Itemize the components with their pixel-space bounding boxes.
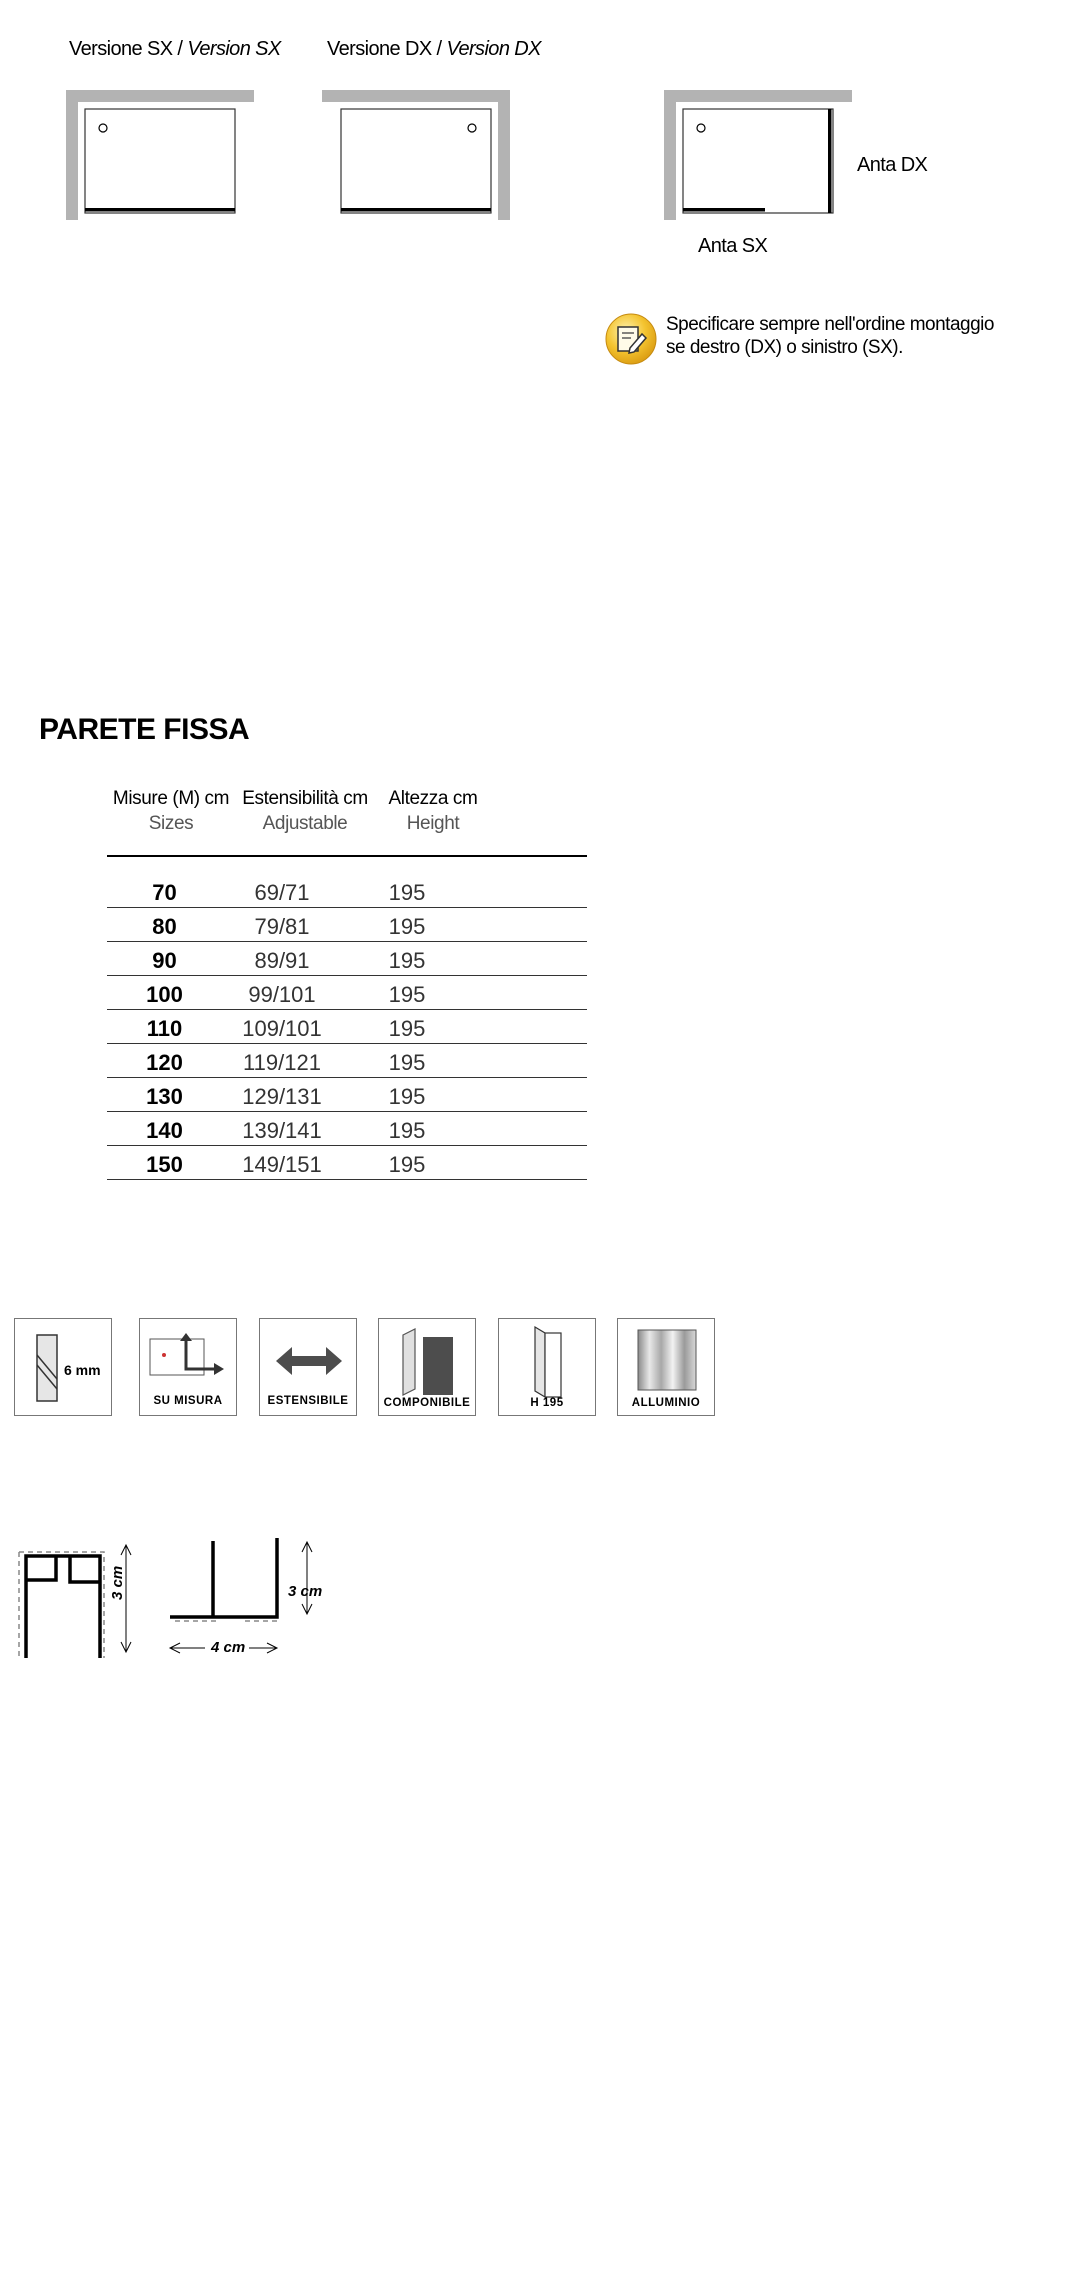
aluminium-swatch-icon (637, 1329, 697, 1391)
height-cell: 195 (388, 914, 426, 939)
anta-sx-label: Anta SX (698, 235, 768, 257)
table-row (107, 1078, 587, 1112)
extendable-label: ESTENSIBILE (267, 1395, 349, 1407)
custom-size-icon (148, 1331, 230, 1387)
height-cell: 195 (388, 948, 426, 973)
version-sx-label: Versione SX / Version SX (69, 38, 281, 60)
feature-custom-size (139, 1318, 237, 1416)
material-label: ALLUMINIO (631, 1397, 701, 1409)
feature-modular (378, 1318, 476, 1416)
adjustable-cell: 139/141 (242, 1118, 322, 1143)
order-note: Specificare sempre nell'ordine montaggio se destro (DX) o sinistro (SX). (666, 314, 994, 358)
glass-thickness-icon (35, 1333, 59, 1403)
anta-dx-label: Anta DX (857, 154, 928, 176)
height-cell: 195 (388, 1152, 426, 1177)
size-cell: 130 (146, 1084, 183, 1109)
height-cell: 195 (388, 1050, 426, 1075)
profile-b-width-label: 4 cm (211, 1639, 246, 1656)
height-label: H 195 (530, 1397, 564, 1409)
section-title: PARETE FISSA (39, 713, 250, 746)
table-header-size: Misure (M) cm Sizes (112, 788, 230, 834)
adjustable-cell: 149/151 (242, 1152, 322, 1177)
double-arrow-icon (274, 1343, 344, 1379)
table-header-rule (107, 855, 587, 857)
table-row (107, 1044, 587, 1078)
adjustable-cell: 99/101 (248, 982, 316, 1007)
note-pencil-icon (604, 312, 658, 366)
table-row (107, 976, 587, 1010)
version-sx-diagram (66, 90, 260, 222)
modular-panels-icon (401, 1325, 457, 1397)
wall-profile-a-diagram (14, 1540, 144, 1660)
table-header-adjustable: Estensibilità cm Adjustable (242, 788, 368, 834)
size-cell: 90 (152, 948, 177, 973)
profile-b-height-label: 3 cm (288, 1583, 323, 1600)
height-cell: 195 (388, 880, 426, 905)
height-cell: 195 (388, 1084, 426, 1109)
door-height-icon (533, 1325, 565, 1399)
adjustable-cell: 69/71 (254, 880, 310, 905)
feature-material (617, 1318, 715, 1416)
size-cell: 100 (146, 982, 183, 1007)
feature-extendable (259, 1318, 357, 1416)
adjustable-cell: 119/121 (243, 1050, 321, 1075)
table-row (107, 908, 587, 942)
adjustable-cell: 89/91 (254, 948, 310, 973)
size-cell: 120 (146, 1050, 183, 1075)
modular-label: COMPONIBILE (383, 1397, 471, 1409)
version-dx-label: Versione DX / Version DX (327, 38, 541, 60)
adjustable-cell: 109/101 (242, 1016, 322, 1041)
adjustable-cell: 79/81 (254, 914, 310, 939)
anta-diagram (664, 90, 858, 222)
sizes-table (107, 874, 587, 1180)
feature-glass-thickness (14, 1318, 112, 1416)
size-cell: 150 (146, 1152, 183, 1177)
size-cell: 110 (146, 1016, 183, 1041)
table-header-height: Altezza cm Height (388, 788, 478, 834)
size-cell: 70 (152, 880, 177, 905)
table-row (107, 942, 587, 976)
table-row (107, 874, 587, 908)
height-cell: 195 (388, 1016, 426, 1041)
feature-height (498, 1318, 596, 1416)
table-row (107, 1146, 587, 1180)
table-row (107, 1112, 587, 1146)
height-cell: 195 (388, 1118, 426, 1143)
version-dx-diagram (322, 90, 516, 222)
table-row (107, 1010, 587, 1044)
custom-size-label: SU MISURA (153, 1395, 223, 1407)
profile-a-height-label: 3 cm (109, 1565, 126, 1600)
height-cell: 195 (388, 982, 426, 1007)
glass-thickness-label: 6 mm (64, 1362, 101, 1378)
size-cell: 140 (146, 1118, 183, 1143)
size-cell: 80 (152, 914, 177, 939)
adjustable-cell: 129/131 (242, 1084, 322, 1109)
